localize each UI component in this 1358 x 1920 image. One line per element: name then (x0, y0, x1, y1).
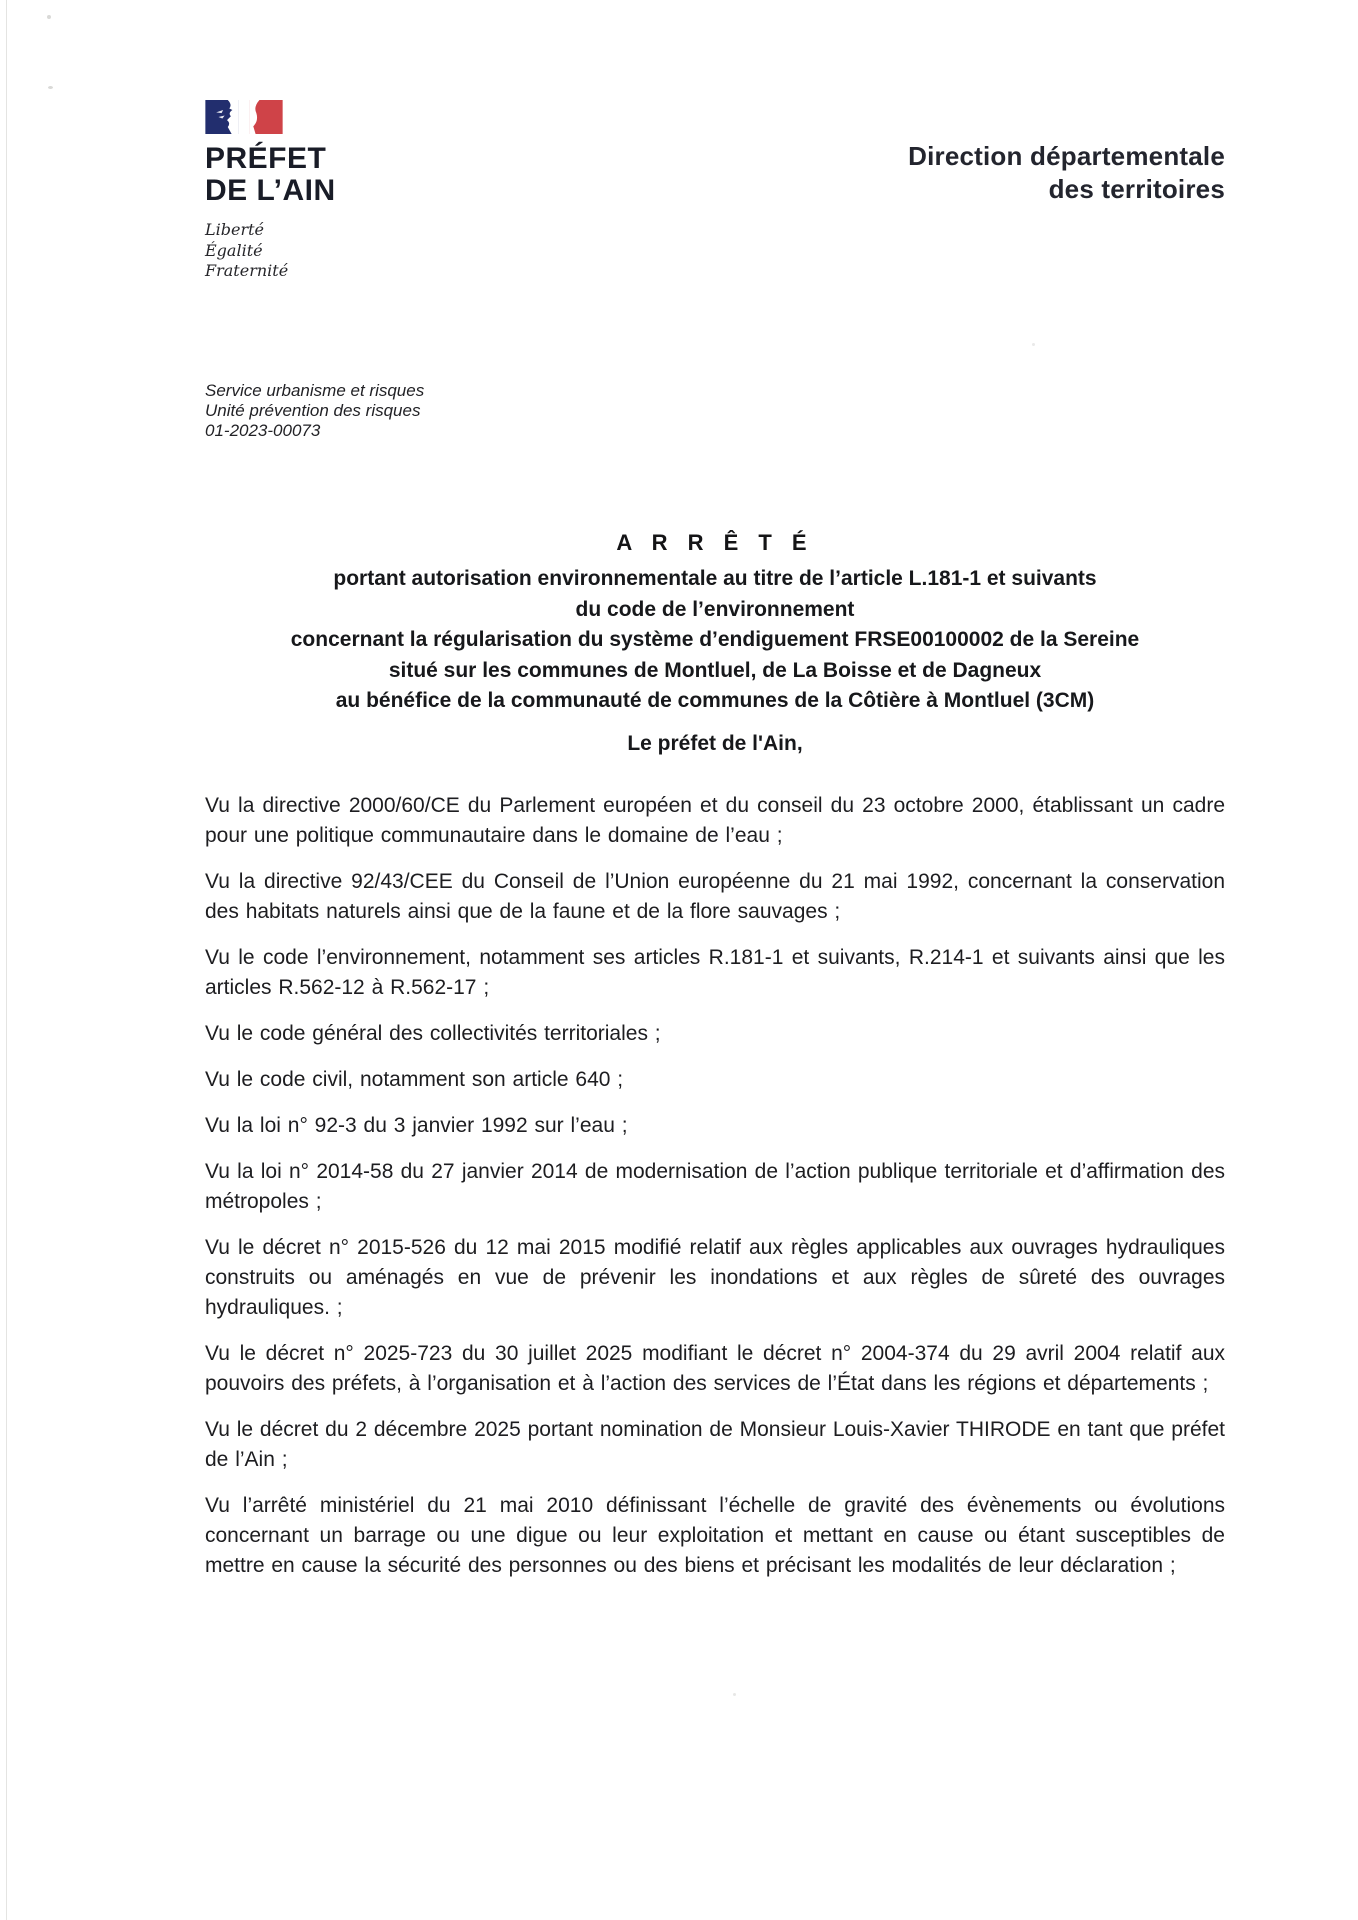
service-line: 01-2023-00073 (205, 421, 321, 440)
prefecture-name-line1: PRÉFET (205, 142, 327, 175)
vu-paragraph: Vu la directive 2000/60/CE du Parlement européen et du conseil du 23 octobre 2000, établissant un cadre pour une politique communautaire dans le domaine de l’eau ; (205, 793, 1225, 847)
direction-line: Direction départementale (908, 141, 1225, 171)
vu-paragraph: Vu le décret n° 2025-723 du 30 juillet 2025 modifiant le décret n° 2004-374 du 29 avril 2004 relatif aux pouvoirs des préfets, à l’organisation et à l’action des services de l’État dans les régions et départements ; (205, 1341, 1225, 1395)
vu-paragraph: Vu la loi n° 92-3 du 3 janvier 1992 sur l’eau ; (205, 1113, 628, 1137)
salutation: Le préfet de l'Ain, (627, 731, 803, 755)
vu-paragraph: Vu le décret n° 2015-526 du 12 mai 2015 modifié relatif aux règles applicables aux ouvrages hydrauliques construits ou aménagés en vue de prévenir les inondations et aux règles de sûreté des ouvrages hydrauliques. ; (205, 1235, 1225, 1319)
service-line: Service urbanisme et risques (205, 381, 425, 400)
motto-line: Fraternité (205, 261, 289, 280)
service-reference-block (205, 381, 424, 441)
scan-speck (1032, 343, 1035, 346)
vu-paragraph: Vu la directive 92/43/CEE du Conseil de l’Union européenne du 21 mai 1992, concernant la conservation des habitats naturels ainsi que de la faune et de la flore sauvages ; (205, 869, 1225, 923)
arrete-heading: A R R Ê T É (616, 530, 814, 555)
direction-header (908, 140, 1225, 206)
arrete-subtitle (205, 564, 1225, 717)
republic-motto (205, 220, 465, 282)
subtitle-line: concernant la régularisation du système d’endiguement FRSE00100002 de la Sereine (290, 628, 1140, 651)
republic-logo-block (205, 100, 465, 282)
vu-paragraph: Vu le code civil, notamment son article 640 ; (205, 1067, 624, 1091)
vu-paragraph: Vu la loi n° 2014-58 du 27 janvier 2014 de modernisation de l’action publique territoriale et d’affirmation des métropoles ; (205, 1159, 1225, 1213)
scan-speck (733, 1693, 736, 1696)
document-content (205, 530, 1225, 1597)
subtitle-line: du code de l’environnement (575, 597, 855, 621)
vu-paragraphs (205, 791, 1225, 1581)
service-line: Unité prévention des risques (205, 401, 421, 420)
scan-speck (47, 15, 51, 19)
scan-edge-artifact (6, 0, 7, 1920)
motto-line: Égalité (205, 240, 263, 260)
subtitle-line: portant autorisation environnementale au titre de l’article L.181-1 et suivants (333, 567, 1097, 590)
vu-paragraph: Vu l’arrêté ministériel du 21 mai 2010 définissant l’échelle de gravité des évènements ou évolutions concernant un barrage ou une digue ou leur exploitation et mettant en cause ou étant susceptibles de mettre en cause la sécurité des personnes ou des biens et précisant les modalités de leur déclaration ; (205, 1493, 1225, 1577)
vu-paragraph: Vu le code l’environnement, notamment ses articles R.181-1 et suivants, R.214-1 et suivants ainsi que les articles R.562-12 à R.562-17 ; (205, 945, 1225, 999)
vu-paragraph: Vu le décret du 2 décembre 2025 portant nomination de Monsieur Louis-Xavier THIRODE en tant que préfet de l’Ain ; (205, 1417, 1225, 1471)
marianne-flag-icon (205, 100, 283, 134)
subtitle-line: au bénéfice de la communauté de communes de la Côtière à Montluel (3CM) (335, 689, 1095, 712)
prefecture-name-line2: DE L’AIN (205, 174, 336, 207)
motto-line: Liberté (205, 220, 264, 239)
direction-line: des territoires (1048, 174, 1225, 204)
vu-paragraph: Vu le code général des collectivités territoriales ; (205, 1021, 661, 1045)
scan-speck (48, 86, 53, 89)
subtitle-line: situé sur les communes de Montluel, de La Boisse et de Dagneux (388, 658, 1042, 682)
